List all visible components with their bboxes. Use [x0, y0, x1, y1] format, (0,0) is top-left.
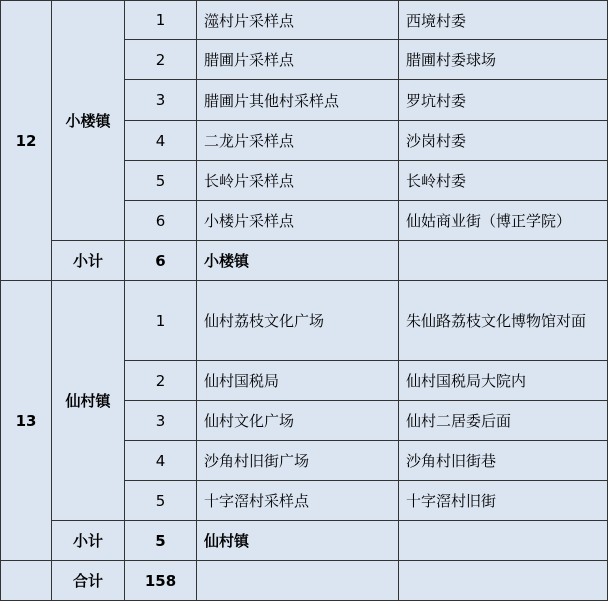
- row-index: 4: [125, 441, 197, 481]
- empty-cell: [399, 241, 608, 281]
- site-location: 罗坑村委: [399, 80, 608, 121]
- site-location: 仙村二居委后面: [399, 401, 608, 441]
- sampling-site: 腊圃片采样点: [197, 40, 399, 80]
- subtotal-count: 6: [125, 241, 197, 281]
- group-number: 12: [0, 0, 52, 281]
- row-index: 6: [125, 201, 197, 241]
- row-index: 1: [125, 281, 197, 361]
- subtotal-label: 小计: [52, 521, 125, 561]
- site-location: 沙角村旧街巷: [399, 441, 608, 481]
- sampling-site: 澨村片采样点: [197, 0, 399, 40]
- site-location: 仙村国税局大院内: [399, 361, 608, 401]
- group-number: 13: [0, 281, 52, 561]
- site-location: 腊圃村委球场: [399, 40, 608, 80]
- town-name: 仙村镇: [52, 281, 125, 521]
- site-location: 仙姑商业街（博正学院）: [399, 201, 608, 241]
- site-location: 西境村委: [399, 0, 608, 40]
- empty-cell: [399, 521, 608, 561]
- sampling-site: 仙村文化广场: [197, 401, 399, 441]
- row-index: 5: [125, 161, 197, 201]
- row-index: 2: [125, 40, 197, 80]
- row-index: 2: [125, 361, 197, 401]
- total-count: 158: [125, 561, 197, 601]
- empty-cell: [0, 561, 52, 601]
- total-label: 合计: [52, 561, 125, 601]
- sampling-site: 沙角村旧街广场: [197, 441, 399, 481]
- site-location: 沙岗村委: [399, 121, 608, 161]
- empty-cell: [399, 561, 608, 601]
- sampling-site: 腊圃片其他村采样点: [197, 80, 399, 121]
- subtotal-label: 小计: [52, 241, 125, 281]
- subtotal-town: 小楼镇: [197, 241, 399, 281]
- subtotal-count: 5: [125, 521, 197, 561]
- sampling-site: 长岭片采样点: [197, 161, 399, 201]
- row-index: 1: [125, 0, 197, 40]
- subtotal-town: 仙村镇: [197, 521, 399, 561]
- empty-cell: [197, 561, 399, 601]
- sampling-site: 仙村荔枝文化广场: [197, 281, 399, 361]
- row-index: 3: [125, 80, 197, 121]
- site-location: 十字滘村旧街: [399, 481, 608, 521]
- town-name: 小楼镇: [52, 0, 125, 241]
- row-index: 3: [125, 401, 197, 441]
- sampling-site: 二龙片采样点: [197, 121, 399, 161]
- row-index: 5: [125, 481, 197, 521]
- row-index: 4: [125, 121, 197, 161]
- sampling-site: 十字滘村采样点: [197, 481, 399, 521]
- site-location: 长岭村委: [399, 161, 608, 201]
- site-location: 朱仙路荔枝文化博物馆对面: [399, 281, 608, 361]
- sampling-site: 小楼片采样点: [197, 201, 399, 241]
- sampling-site: 仙村国税局: [197, 361, 399, 401]
